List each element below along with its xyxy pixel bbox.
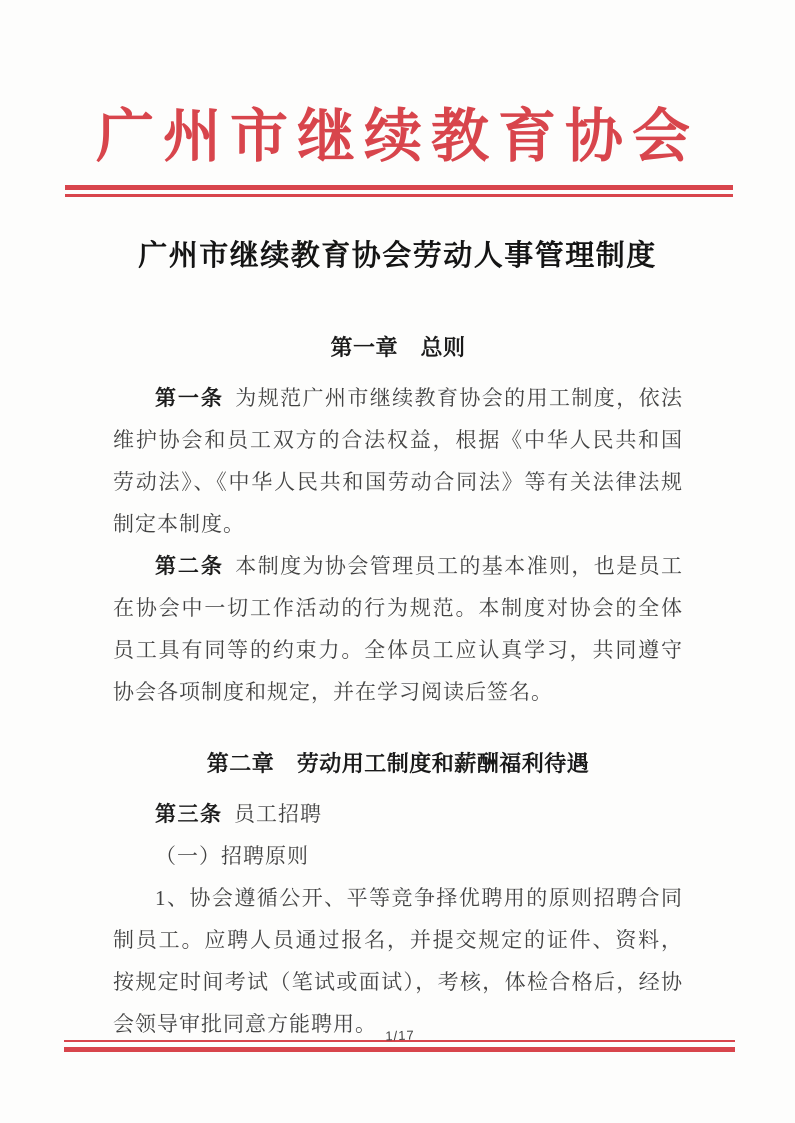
chapter-1-heading: 第一章 总则 [330,335,466,360]
clause-item-1 [113,835,683,877]
numbered-item-1 [113,877,683,1045]
letterhead-rule-thin [65,194,733,197]
document-title: 广州市继续教育协会劳动人事管理制度 [138,240,657,272]
clause-item-1-text: （一）招聘原则 [155,844,309,868]
article-2-label: 第二条 [155,554,224,578]
page-number: 1/17 [384,1027,415,1044]
footer-rule-thick [64,1047,735,1052]
numbered-item-1-text: 1、协会遵循公开、平等竞争择优聘用的原则招聘合同制员工。应聘人员通过报名，并提交规定的证件、资料，按规定时间考试（笔试或面试），考核，体检合格后，经协会领导审批同意方能聘用。 [113,886,683,1036]
article-2-text: 本制度为协会管理员工的基本准则，也是员工在协会中一切工作活动的行为规范。本制度对协会的全体员工具有同等的约束力。全体员工应认真学习，共同遵守协会各项制度和规定，并在学习阅读后签名。 [113,554,684,704]
organization-name: 广州市继续教育协会 [95,104,699,169]
letterhead-rule-thick [65,185,733,190]
chapter-2-heading: 第二章 劳动用工制度和薪酬福利待遇 [206,751,590,776]
page-footer [64,1027,735,1052]
article-1-label: 第一条 [155,386,224,410]
letterhead [0,0,795,197]
article-3 [113,793,683,835]
document-body [113,333,683,1045]
article-1-text: 为规范广州市继续教育协会的用工制度，依法维护协会和员工双方的合法权益，根据《中华人民共和国劳动法》、《中华人民共和国劳动合同法》等有关法律法规制定本制度。 [113,386,684,536]
letterhead-divider [65,185,733,197]
article-2 [113,545,683,713]
article-3-text: 员工招聘 [234,802,323,826]
article-1 [113,377,683,545]
article-3-label: 第三条 [155,802,223,826]
